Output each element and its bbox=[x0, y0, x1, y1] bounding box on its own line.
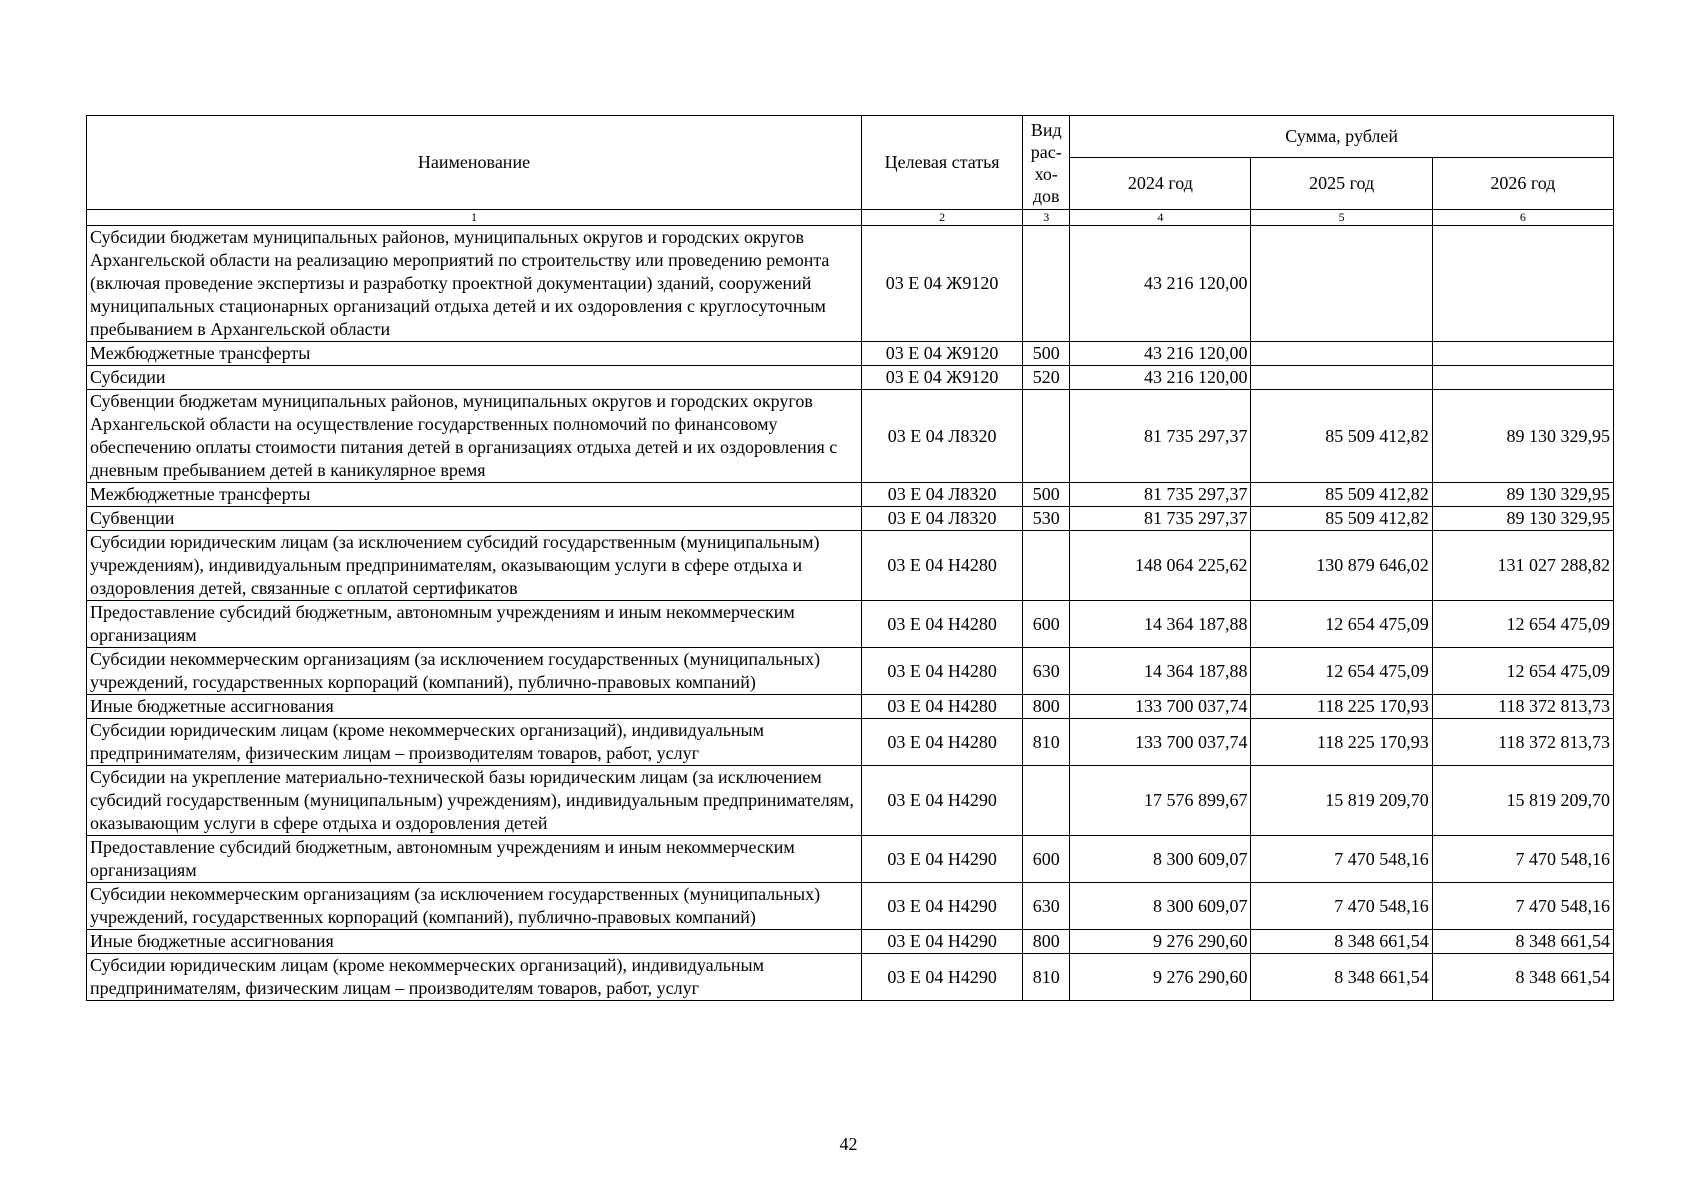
row-name: Субсидии юридическим лицам (кроме некоммерческих организаций), индивидуальным предпринимателям, физическим лицам – производителям товаров, работ, услуг bbox=[87, 719, 862, 766]
row-name: Предоставление субсидий бюджетным, автономным учреждениям и иным некоммерческим организациям bbox=[87, 836, 862, 883]
header-year-2024: 2024 год bbox=[1070, 158, 1251, 210]
row-expense-type: 500 bbox=[1023, 342, 1070, 366]
table-row bbox=[87, 930, 1614, 954]
row-target-article: 03 Е 04 Н4290 bbox=[862, 954, 1023, 1001]
row-sum-2025 bbox=[1251, 342, 1432, 366]
table-header bbox=[87, 116, 1614, 226]
row-name: Субвенции bbox=[87, 507, 862, 531]
budget-table bbox=[86, 115, 1614, 1001]
row-sum-2026 bbox=[1432, 226, 1613, 342]
row-sum-2026: 15 819 209,70 bbox=[1432, 766, 1613, 836]
row-name: Субсидии юридическим лицам (за исключением субсидий государственным (муниципальным) учреждениям), индивидуальным предпринимателям, оказывающим услуги в сфере отдыха и оздоровления детей, связанные с оплатой сертификатов bbox=[87, 531, 862, 601]
row-sum-2024: 133 700 037,74 bbox=[1070, 719, 1251, 766]
row-sum-2026: 89 130 329,95 bbox=[1432, 507, 1613, 531]
table-row bbox=[87, 719, 1614, 766]
row-sum-2026: 8 348 661,54 bbox=[1432, 930, 1613, 954]
row-sum-2024: 43 216 120,00 bbox=[1070, 366, 1251, 390]
column-number: 4 bbox=[1070, 210, 1251, 226]
row-sum-2025 bbox=[1251, 366, 1432, 390]
row-sum-2026: 7 470 548,16 bbox=[1432, 836, 1613, 883]
row-sum-2024: 8 300 609,07 bbox=[1070, 836, 1251, 883]
row-sum-2024: 17 576 899,67 bbox=[1070, 766, 1251, 836]
table-row bbox=[87, 954, 1614, 1001]
header-name: Наименование bbox=[87, 116, 862, 210]
row-sum-2026: 7 470 548,16 bbox=[1432, 883, 1613, 930]
header-target-article: Целевая статья bbox=[862, 116, 1023, 210]
row-target-article: 03 Е 04 Н4280 bbox=[862, 648, 1023, 695]
row-sum-2024: 14 364 187,88 bbox=[1070, 648, 1251, 695]
table-row bbox=[87, 766, 1614, 836]
row-target-article: 03 Е 04 Н4290 bbox=[862, 930, 1023, 954]
row-sum-2025: 85 509 412,82 bbox=[1251, 483, 1432, 507]
row-sum-2026: 12 654 475,09 bbox=[1432, 648, 1613, 695]
column-number: 1 bbox=[87, 210, 862, 226]
row-sum-2025: 85 509 412,82 bbox=[1251, 390, 1432, 483]
row-name: Субсидии бюджетам муниципальных районов, муниципальных округов и городских округов Архангельской области на реализацию мероприятий по строительству или проведению ремонта (включая проведение экспертизы и разработку проектной документации) зданий, сооружений муниципальных стационарных организаций отдыха детей и их оздоровления с круглосуточным пребыванием в Архангельской области bbox=[87, 226, 862, 342]
row-sum-2025: 118 225 170,93 bbox=[1251, 719, 1432, 766]
row-name: Субсидии на укрепление материально-технической базы юридическим лицам (за исключением субсидий государственным (муниципальным) учреждениям), индивидуальным предпринимателям, оказывающим услуги в сфере отдыха и оздоровления детей bbox=[87, 766, 862, 836]
row-target-article: 03 Е 04 Н4290 bbox=[862, 883, 1023, 930]
table-row bbox=[87, 507, 1614, 531]
row-target-article: 03 Е 04 Н4280 bbox=[862, 695, 1023, 719]
row-expense-type: 530 bbox=[1023, 507, 1070, 531]
row-expense-type: 630 bbox=[1023, 883, 1070, 930]
row-sum-2025 bbox=[1251, 226, 1432, 342]
row-sum-2024: 8 300 609,07 bbox=[1070, 883, 1251, 930]
row-sum-2024: 81 735 297,37 bbox=[1070, 390, 1251, 483]
table-row bbox=[87, 226, 1614, 342]
row-target-article: 03 Е 04 Н4290 bbox=[862, 766, 1023, 836]
column-number: 2 bbox=[862, 210, 1023, 226]
row-sum-2026 bbox=[1432, 342, 1613, 366]
row-target-article: 03 Е 04 Л8320 bbox=[862, 390, 1023, 483]
row-sum-2024: 43 216 120,00 bbox=[1070, 226, 1251, 342]
row-sum-2025: 7 470 548,16 bbox=[1251, 883, 1432, 930]
row-name: Предоставление субсидий бюджетным, автономным учреждениям и иным некоммерческим организациям bbox=[87, 601, 862, 648]
row-sum-2025: 85 509 412,82 bbox=[1251, 507, 1432, 531]
row-target-article: 03 Е 04 Л8320 bbox=[862, 483, 1023, 507]
row-expense-type bbox=[1023, 766, 1070, 836]
row-expense-type: 600 bbox=[1023, 601, 1070, 648]
row-expense-type: 810 bbox=[1023, 719, 1070, 766]
row-name: Субсидии некоммерческим организациям (за исключением государственных (муниципальных) учреждений, государственных корпораций (компаний), публично-правовых компаний) bbox=[87, 883, 862, 930]
row-target-article: 03 Е 04 Н4280 bbox=[862, 719, 1023, 766]
row-name: Субвенции бюджетам муниципальных районов, муниципальных округов и городских округов Архангельской области на осуществление государственных полномочий по финансовому обеспечению оплаты стоимости питания детей в организациях отдыха детей и их оздоровления с дневным пребыванием детей в каникулярное время bbox=[87, 390, 862, 483]
row-name: Межбюджетные трансферты bbox=[87, 342, 862, 366]
row-sum-2024: 9 276 290,60 bbox=[1070, 930, 1251, 954]
header-expense-type: Вид рас-хо-дов bbox=[1023, 116, 1070, 210]
row-target-article: 03 Е 04 Ж9120 bbox=[862, 342, 1023, 366]
row-name: Субсидии некоммерческим организациям (за исключением государственных (муниципальных) учреждений, государственных корпораций (компаний), публично-правовых компаний) bbox=[87, 648, 862, 695]
table-row bbox=[87, 648, 1614, 695]
row-sum-2025: 130 879 646,02 bbox=[1251, 531, 1432, 601]
table-row bbox=[87, 883, 1614, 930]
row-sum-2024: 148 064 225,62 bbox=[1070, 531, 1251, 601]
row-sum-2024: 9 276 290,60 bbox=[1070, 954, 1251, 1001]
row-target-article: 03 Е 04 Н4280 bbox=[862, 531, 1023, 601]
column-number: 6 bbox=[1432, 210, 1613, 226]
row-target-article: 03 Е 04 Н4280 bbox=[862, 601, 1023, 648]
row-sum-2026 bbox=[1432, 366, 1613, 390]
row-name: Субсидии bbox=[87, 366, 862, 390]
table-row bbox=[87, 531, 1614, 601]
column-number-row bbox=[87, 210, 1614, 226]
page-number: 42 bbox=[839, 1134, 858, 1154]
table-row bbox=[87, 342, 1614, 366]
row-sum-2025: 12 654 475,09 bbox=[1251, 601, 1432, 648]
row-expense-type: 600 bbox=[1023, 836, 1070, 883]
row-expense-type bbox=[1023, 531, 1070, 601]
row-sum-2025: 118 225 170,93 bbox=[1251, 695, 1432, 719]
table-row bbox=[87, 483, 1614, 507]
row-expense-type bbox=[1023, 226, 1070, 342]
row-expense-type: 630 bbox=[1023, 648, 1070, 695]
table-row bbox=[87, 366, 1614, 390]
row-sum-2026: 12 654 475,09 bbox=[1432, 601, 1613, 648]
row-sum-2024: 43 216 120,00 bbox=[1070, 342, 1251, 366]
row-sum-2026: 118 372 813,73 bbox=[1432, 695, 1613, 719]
row-sum-2026: 89 130 329,95 bbox=[1432, 483, 1613, 507]
row-sum-2024: 133 700 037,74 bbox=[1070, 695, 1251, 719]
row-sum-2024: 81 735 297,37 bbox=[1070, 483, 1251, 507]
table-row bbox=[87, 390, 1614, 483]
row-sum-2026: 118 372 813,73 bbox=[1432, 719, 1613, 766]
row-sum-2025: 12 654 475,09 bbox=[1251, 648, 1432, 695]
row-expense-type: 810 bbox=[1023, 954, 1070, 1001]
row-sum-2025: 8 348 661,54 bbox=[1251, 954, 1432, 1001]
row-expense-type: 800 bbox=[1023, 930, 1070, 954]
row-sum-2026: 131 027 288,82 bbox=[1432, 531, 1613, 601]
row-sum-2025: 15 819 209,70 bbox=[1251, 766, 1432, 836]
row-sum-2025: 8 348 661,54 bbox=[1251, 930, 1432, 954]
table-row bbox=[87, 836, 1614, 883]
table-row bbox=[87, 695, 1614, 719]
row-sum-2024: 81 735 297,37 bbox=[1070, 507, 1251, 531]
row-sum-2024: 14 364 187,88 bbox=[1070, 601, 1251, 648]
column-number: 3 bbox=[1023, 210, 1070, 226]
row-sum-2026: 8 348 661,54 bbox=[1432, 954, 1613, 1001]
row-name: Иные бюджетные ассигнования bbox=[87, 930, 862, 954]
row-expense-type: 520 bbox=[1023, 366, 1070, 390]
header-year-2025: 2025 год bbox=[1251, 158, 1432, 210]
row-name: Субсидии юридическим лицам (кроме некоммерческих организаций), индивидуальным предпринимателям, физическим лицам – производителям товаров, работ, услуг bbox=[87, 954, 862, 1001]
row-sum-2026: 89 130 329,95 bbox=[1432, 390, 1613, 483]
column-number: 5 bbox=[1251, 210, 1432, 226]
table-row bbox=[87, 601, 1614, 648]
row-expense-type: 500 bbox=[1023, 483, 1070, 507]
row-expense-type: 800 bbox=[1023, 695, 1070, 719]
row-target-article: 03 Е 04 Ж9120 bbox=[862, 366, 1023, 390]
row-name: Иные бюджетные ассигнования bbox=[87, 695, 862, 719]
row-name: Межбюджетные трансферты bbox=[87, 483, 862, 507]
row-target-article: 03 Е 04 Н4290 bbox=[862, 836, 1023, 883]
row-target-article: 03 Е 04 Л8320 bbox=[862, 507, 1023, 531]
row-sum-2025: 7 470 548,16 bbox=[1251, 836, 1432, 883]
table-body bbox=[87, 226, 1614, 1001]
header-year-2026: 2026 год bbox=[1432, 158, 1613, 210]
row-expense-type bbox=[1023, 390, 1070, 483]
header-sum: Сумма, рублей bbox=[1070, 116, 1614, 158]
row-target-article: 03 Е 04 Ж9120 bbox=[862, 226, 1023, 342]
